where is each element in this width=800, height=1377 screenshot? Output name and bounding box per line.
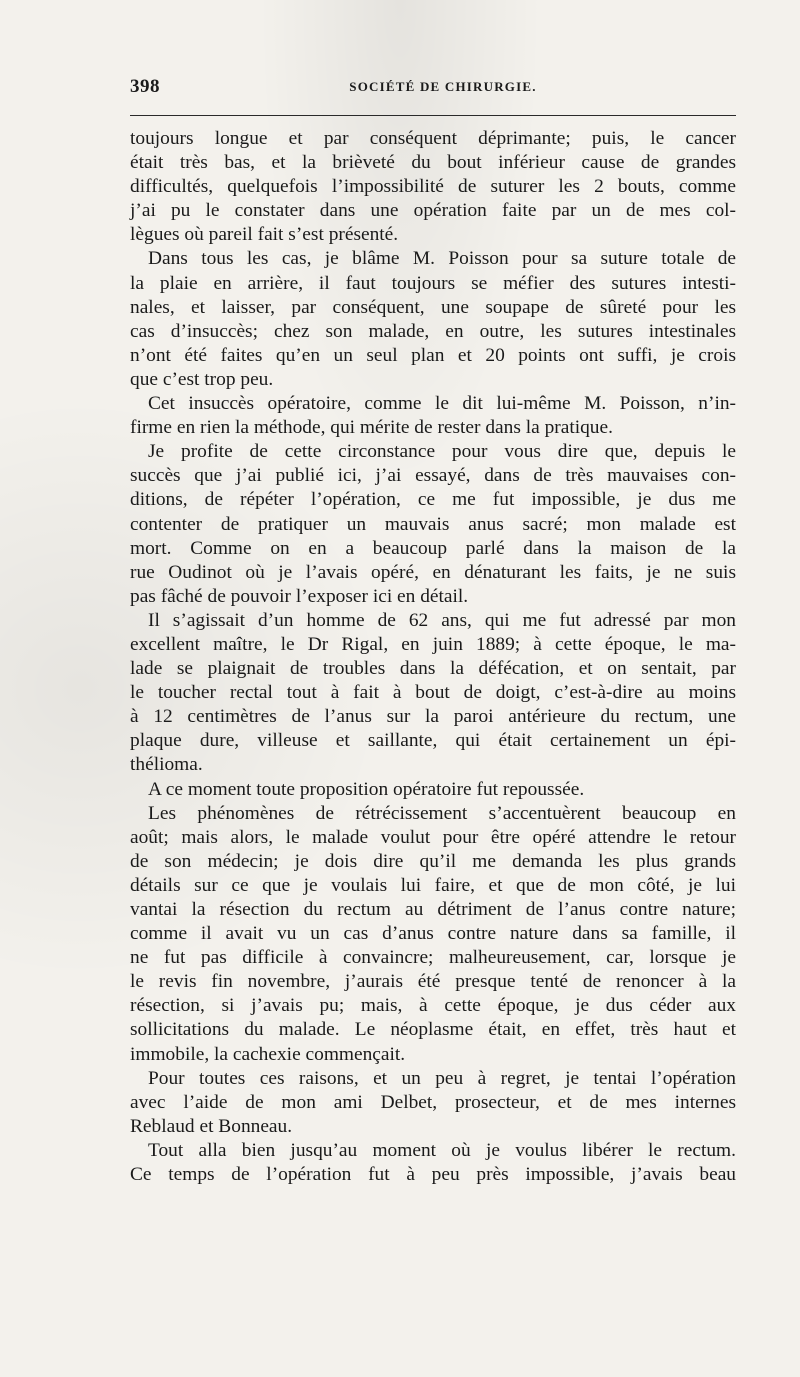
text-line: Reblaud et Bonneau. [130, 1115, 293, 1137]
text-line: à 12 centimètres de l’anus sur la paroi antérieure du rectum, une [130, 706, 736, 728]
text-line: la plaie en arrière, il faut toujours se méfier des sutures intesti- [130, 272, 736, 294]
text-line: comme il avait vu un cas d’anus contre nature dans sa famille, il [130, 923, 736, 945]
text-line: mort. Comme on en a beaucoup parlé dans la maison de la [130, 537, 736, 559]
page-header [130, 76, 736, 104]
paragraph [130, 127, 736, 247]
text-line: Dans tous les cas, je blâme M. Poisson pour sa suture totale de [148, 248, 736, 270]
text-line: nales, et laisser, par conséquent, une soupape de sûreté pour les [130, 296, 736, 318]
paragraph [130, 440, 736, 609]
text-line: Les phénomènes de rétrécissement s’accentuèrent beaucoup en [148, 802, 736, 824]
text-line: succès que j’ai publié ici, j’ai essayé, dans de très mauvaises con- [130, 465, 736, 487]
text-line: Ce temps de l’opération fut à peu près impossible, j’avais beau [130, 1164, 736, 1186]
text-line: était très bas, et la brièveté du bout inférieur cause de grandes [130, 152, 736, 174]
running-head: SOCIÉTÉ DE CHIRURGIE. [349, 79, 537, 94]
text-line: immobile, la cachexie commençait. [130, 1043, 406, 1065]
text-line: Je profite de cette circonstance pour vous dire que, depuis le [148, 441, 736, 463]
text-line: thélioma. [130, 754, 203, 776]
text-line: détails sur ce que je voulais lui faire, et que de mon côté, je lui [130, 874, 736, 896]
text-line: Cet insuccès opératoire, comme le dit lui-même M. Poisson, n’in- [148, 393, 736, 415]
page-number: 398 [130, 76, 160, 97]
text-line: Pour toutes ces raisons, et un peu à regret, je tentai l’opération [148, 1067, 736, 1089]
text-line: lègues où pareil fait s’est présenté. [130, 224, 399, 246]
text-line: de son médecin; je dois dire qu’il me demanda les plus grands [130, 850, 736, 872]
text-line: rue Oudinot où je l’avais opéré, en dénaturant les faits, je ne suis [130, 561, 736, 583]
paragraph [130, 802, 736, 1067]
paragraph [130, 392, 736, 440]
text-line: difficultés, quelquefois l’impossibilité de suturer les 2 bouts, comme [130, 176, 736, 198]
text-line: firme en rien la méthode, qui mérite de rester dans la pratique. [130, 417, 613, 439]
text-line: sollicitations du malade. Le néoplasme était, en effet, très haut et [130, 1019, 736, 1041]
body-text [130, 127, 736, 1187]
paragraph [130, 778, 736, 802]
text-line: le toucher rectal tout à fait à bout de doigt, c’est-à-dire au moins [130, 682, 736, 704]
text-line: toujours longue et par conséquent déprimante; puis, le cancer [130, 128, 736, 149]
text-line: A ce moment toute proposition opératoire fut repoussée. [148, 778, 585, 800]
paragraph [130, 1139, 736, 1187]
text-line: résection, si j’avais pu; mais, à cette époque, je dus céder aux [130, 995, 736, 1017]
text-line: Tout alla bien jusqu’au moment où je voulus libérer le rectum. [148, 1139, 736, 1161]
paragraph [130, 247, 736, 392]
paragraph [130, 1067, 736, 1139]
text-line: Il s’agissait d’un homme de 62 ans, qui me fut adressé par mon [148, 609, 736, 631]
text-line: août; mais alors, le malade voulut pour être opéré attendre le retour [130, 826, 736, 848]
text-line: vantai la résection du rectum au détriment de l’anus contre nature; [130, 899, 736, 920]
text-line: ne fut pas difficile à convaincre; malheureusement, car, lorsque je [130, 947, 736, 969]
paragraph [130, 609, 736, 778]
text-line: cas d’insuccès; chez son malade, en outre, les sutures intestinales [130, 320, 736, 342]
text-line: excellent maître, le Dr Rigal, en juin 1889; à cette époque, le ma- [130, 633, 736, 655]
text-line: que c’est trop peu. [130, 368, 274, 390]
text-line: le revis fin novembre, j’aurais été presque tenté de renoncer à la [130, 971, 736, 993]
text-line: contenter de pratiquer un mauvais anus sacré; mon malade est [130, 513, 736, 535]
text-line: plaque dure, villeuse et saillante, qui était certainement un épi- [130, 730, 736, 752]
text-line: avec l’aide de mon ami Delbet, prosecteur, et de mes internes [130, 1091, 736, 1113]
text-line: j’ai pu le constater dans une opération faite par un de mes col- [130, 200, 736, 222]
text-line: ditions, de répéter l’opération, ce me fut impossible, je dus me [130, 489, 736, 511]
text-line: pas fâché de pouvoir l’exposer ici en détail. [130, 585, 469, 607]
text-line: lade se plaignait de troubles dans la défécation, et on sentait, par [130, 658, 736, 680]
text-line: n’ont été faites qu’en un seul plan et 20 points ont suffi, je crois [130, 344, 736, 366]
header-rule [130, 115, 736, 116]
